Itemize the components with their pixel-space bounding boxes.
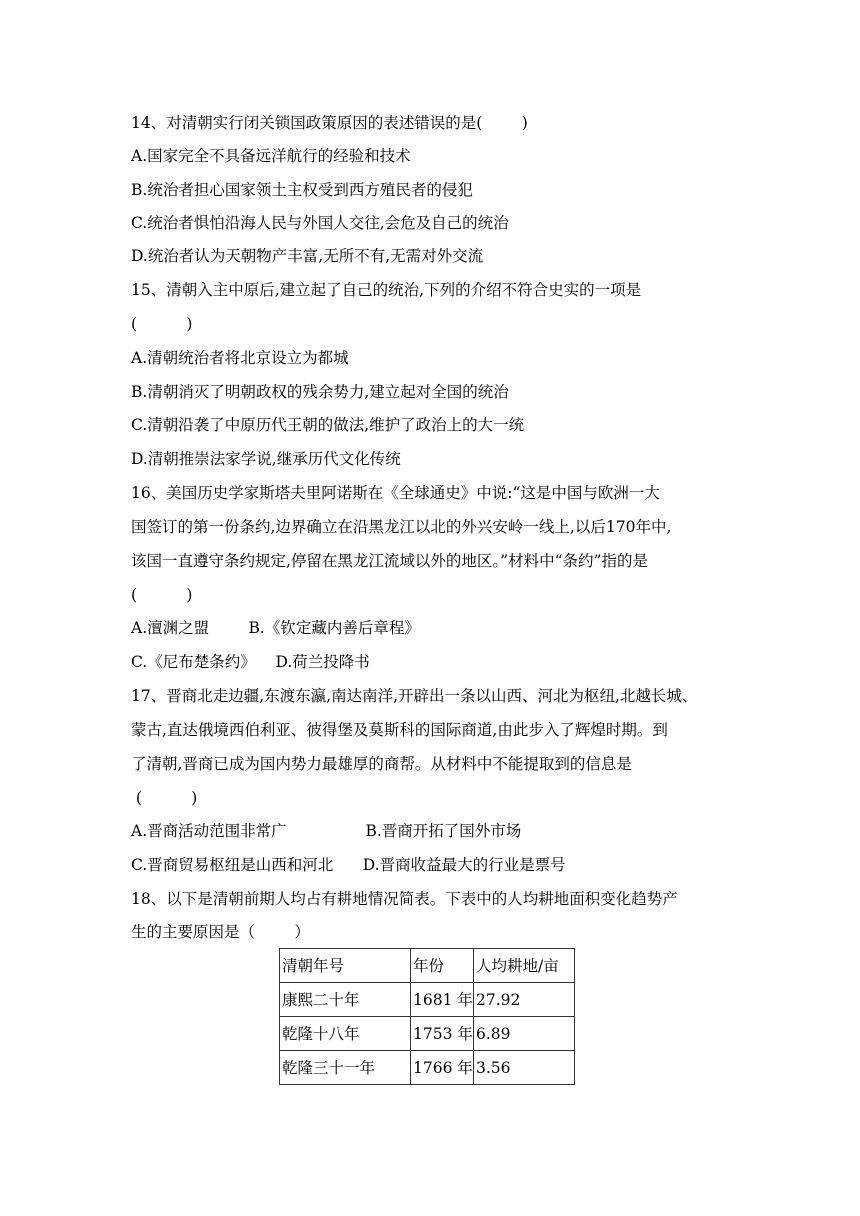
table-cell: 6.89 <box>474 1017 575 1051</box>
q16-options-row-1: A.澶渊之盟 B.《钦定藏内善后章程》 <box>131 619 420 637</box>
q14-option-c: C.统治者惧怕沿海人民与外国人交往,会危及自己的统治 <box>131 214 509 232</box>
q16-stem-line-1: 16、美国历史学家斯塔夫里阿诺斯在《全球通史》中说:“这是中国与欧洲一大 <box>131 484 660 502</box>
q17-options-row-2: C.晋商贸易枢纽是山西和河北 D.晋商收益最大的行业是票号 <box>131 856 566 874</box>
table-cell: 3.56 <box>474 1051 575 1085</box>
table-cell: 乾隆十八年 <box>280 1017 411 1051</box>
table-header-row <box>280 949 575 983</box>
farmland-per-capita-table <box>279 948 575 1085</box>
table-cell: 乾隆三十一年 <box>280 1051 411 1085</box>
q16-stem-line-3: 该国一直遵守条约规定,停留在黑龙江流域以外的地区。”材料中“条约”指的是 <box>131 552 648 570</box>
q16-stem-line-2: 国签订的第一份条约,边界确立在沿黑龙江以北的外兴安岭一线上,以后170年中, <box>131 518 672 536</box>
table-header-cell: 年份 <box>411 949 474 983</box>
q18-stem-line-2: 生的主要原因是（ ） <box>131 923 310 941</box>
table-cell: 1766 年 <box>411 1051 474 1085</box>
q14-option-a: A.国家完全不具备远洋航行的经验和技术 <box>131 147 411 165</box>
q15-stem-line-2: ( ) <box>131 315 193 333</box>
table-cell: 1753 年 <box>411 1017 474 1051</box>
q15-option-d: D.清朝推崇法家学说,继承历代文化传统 <box>131 450 401 468</box>
table-header-cell: 人均耕地/亩 <box>474 949 575 983</box>
table-row <box>280 1017 575 1051</box>
table-cell: 1681 年 <box>411 983 474 1017</box>
q15-option-b: B.清朝消灭了明朝政权的残余势力,建立起对全国的统治 <box>131 383 509 401</box>
table-row <box>280 983 575 1017</box>
q15-option-c: C.清朝沿袭了中原历代王朝的做法,维护了政治上的大一统 <box>131 416 525 434</box>
q15-stem-line-1: 15、清朝入主中原后,建立起了自己的统治,下列的介绍不符合史实的一项是 <box>131 281 642 299</box>
q16-options-row-2: C.《尼布楚条约》 D.荷兰投降书 <box>131 653 370 671</box>
q16-stem-line-4: ( ) <box>131 586 193 604</box>
q14-stem: 14、对清朝实行闭关锁国政策原因的表述错误的是( ) <box>131 114 528 132</box>
table-row <box>280 1051 575 1085</box>
table-cell: 康熙二十年 <box>280 983 411 1017</box>
q17-stem-line-4: ( ) <box>131 789 198 807</box>
q14-option-b: B.统治者担心国家领土主权受到西方殖民者的侵犯 <box>131 181 473 199</box>
q17-stem-line-2: 蒙古,直达俄境西伯利亚、彼得堡及莫斯科的国际商道,由此步入了辉煌时期。到 <box>131 721 668 739</box>
q17-options-row-1: A.晋商活动范围非常广 B.晋商开拓了国外市场 <box>131 822 522 840</box>
q17-stem-line-1: 17、晋商北走边疆,东渡东瀛,南达南洋,开辟出一条以山西、河北为枢纽,北越长城、 <box>131 687 698 705</box>
table-cell: 27.92 <box>474 983 575 1017</box>
q15-option-a: A.清朝统治者将北京设立为都城 <box>131 349 349 367</box>
table-header-cell: 清朝年号 <box>280 949 411 983</box>
q14-option-d: D.统治者认为天朝物产丰富,无所不有,无需对外交流 <box>131 247 484 265</box>
q18-stem-line-1: 18、以下是清朝前期人均占有耕地情况简表。下表中的人均耕地面积变化趋势产 <box>131 890 678 908</box>
q17-stem-line-3: 了清朝,晋商已成为国内势力最雄厚的商帮。从材料中不能提取到的信息是 <box>131 755 632 773</box>
